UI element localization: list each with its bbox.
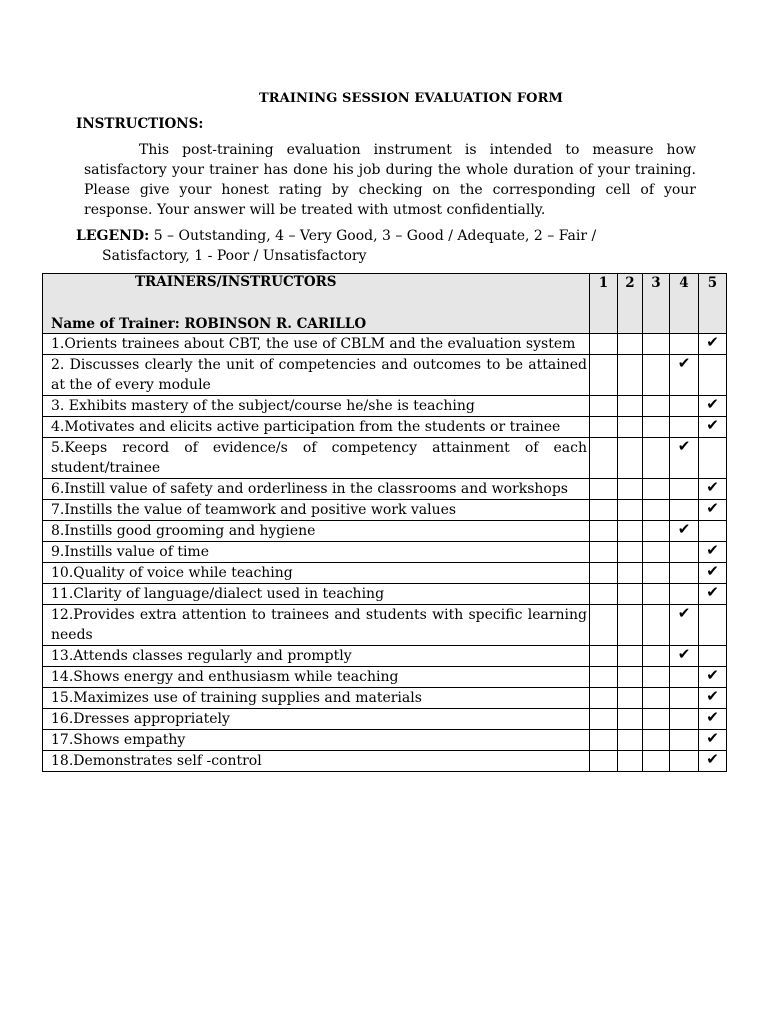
rating-cell-1[interactable] — [590, 563, 618, 584]
rating-header-1: 1 — [590, 274, 618, 334]
rating-cell-5[interactable] — [699, 709, 727, 730]
check-mark-icon: ✔ — [706, 333, 719, 351]
rating-cell-4[interactable] — [670, 334, 699, 355]
rating-cell-5[interactable] — [699, 688, 727, 709]
rating-cell-4[interactable] — [670, 730, 699, 751]
instructions-text: This post-training evaluation instrument is intended to measure how satisfactory your trainer has done his job during the whole duration of your training. Please give your honest rating by checking on the corresponding cell of your response. Your answer will be treated with utmost confidentially. — [84, 142, 696, 218]
rating-cell-5[interactable] — [699, 438, 727, 479]
table-row — [43, 396, 727, 417]
legend-text-1: 5 – Outstanding, 4 – Very Good, 3 – Good / Adequate, 2 – Fair / — [153, 228, 597, 244]
rating-cell-5[interactable] — [699, 500, 727, 521]
table-body — [43, 334, 727, 772]
rating-header-5: 5 — [699, 274, 727, 334]
question-text: 9.Instills value of time — [43, 542, 590, 563]
rating-cell-1[interactable] — [590, 688, 618, 709]
rating-cell-1[interactable] — [590, 521, 618, 542]
check-mark-icon: ✔ — [706, 541, 719, 559]
rating-cell-2[interactable] — [618, 584, 643, 605]
question-text: 5.Keeps record of evidence/s of competency attainment of each student/trainee — [43, 438, 590, 479]
rating-cell-2[interactable] — [618, 751, 643, 772]
instructions-label: INSTRUCTIONS: — [76, 116, 204, 132]
rating-cell-2[interactable] — [618, 355, 643, 396]
question-text: 6.Instill value of safety and orderliness in the classrooms and workshops — [43, 479, 590, 500]
rating-cell-5[interactable] — [699, 479, 727, 500]
question-text: 2. Discusses clearly the unit of competencies and outcomes to be attained at the of every module — [43, 355, 590, 396]
rating-cell-2[interactable] — [618, 563, 643, 584]
table-row — [43, 584, 727, 605]
rating-cell-4[interactable] — [670, 417, 699, 438]
table-row — [43, 605, 727, 646]
rating-cell-1[interactable] — [590, 646, 618, 667]
table-header-row — [43, 274, 727, 334]
rating-cell-5[interactable] — [699, 417, 727, 438]
rating-cell-4[interactable] — [670, 584, 699, 605]
rating-cell-5[interactable] — [699, 563, 727, 584]
question-text: 8.Instills good grooming and hygiene — [43, 521, 590, 542]
evaluation-table — [42, 273, 727, 772]
table-row — [43, 438, 727, 479]
check-mark-icon: ✔ — [706, 583, 719, 601]
rating-header-4: 4 — [670, 274, 699, 334]
rating-cell-4[interactable] — [670, 521, 699, 542]
rating-cell-4[interactable] — [670, 751, 699, 772]
rating-cell-5[interactable] — [699, 730, 727, 751]
rating-cell-3[interactable] — [643, 479, 670, 500]
rating-cell-2[interactable] — [618, 334, 643, 355]
rating-cell-1[interactable] — [590, 542, 618, 563]
question-text: 7.Instills the value of teamwork and positive work values — [43, 500, 590, 521]
rating-cell-1[interactable] — [590, 584, 618, 605]
rating-cell-3[interactable] — [643, 500, 670, 521]
check-mark-icon: ✔ — [677, 645, 691, 663]
table-row — [43, 355, 727, 396]
rating-header-2: 2 — [618, 274, 643, 334]
rating-cell-5[interactable] — [699, 667, 727, 688]
table-row — [43, 563, 727, 584]
rating-cell-4[interactable] — [670, 479, 699, 500]
table-row — [43, 334, 727, 355]
check-mark-icon: ✔ — [677, 354, 691, 372]
rating-cell-2[interactable] — [618, 646, 643, 667]
check-mark-icon: ✔ — [677, 437, 691, 455]
rating-cell-4[interactable] — [670, 709, 699, 730]
table-row — [43, 417, 727, 438]
question-text: 4.Motivates and elicits active participation from the students or trainee — [43, 417, 590, 438]
header-cell — [43, 274, 590, 334]
rating-cell-1[interactable] — [590, 751, 618, 772]
rating-cell-1[interactable] — [590, 396, 618, 417]
rating-cell-3[interactable] — [643, 646, 670, 667]
rating-cell-4[interactable] — [670, 396, 699, 417]
rating-cell-4[interactable] — [670, 605, 699, 646]
question-text: 10.Quality of voice while teaching — [43, 563, 590, 584]
rating-cell-1[interactable] — [590, 605, 618, 646]
rating-cell-3[interactable] — [643, 438, 670, 479]
rating-cell-3[interactable] — [643, 730, 670, 751]
check-mark-icon: ✔ — [706, 499, 719, 517]
rating-cell-2[interactable] — [618, 479, 643, 500]
check-mark-icon: ✔ — [706, 750, 719, 768]
rating-cell-1[interactable] — [590, 709, 618, 730]
rating-cell-5[interactable] — [699, 605, 727, 646]
check-mark-icon: ✔ — [706, 562, 719, 580]
rating-cell-2[interactable] — [618, 688, 643, 709]
rating-cell-5[interactable] — [699, 334, 727, 355]
rating-cell-3[interactable] — [643, 605, 670, 646]
trainer-name: Name of Trainer: ROBINSON R. CARILLO — [51, 316, 367, 332]
legend-label: LEGEND: — [76, 228, 150, 244]
check-mark-icon: ✔ — [706, 729, 719, 747]
rating-cell-1[interactable] — [590, 479, 618, 500]
form-title: TRAINING SESSION EVALUATION FORM — [259, 91, 563, 106]
rating-cell-5[interactable] — [699, 521, 727, 542]
check-mark-icon: ✔ — [677, 520, 691, 538]
rating-cell-5[interactable] — [699, 542, 727, 563]
rating-cell-4[interactable] — [670, 563, 699, 584]
rating-cell-2[interactable] — [618, 667, 643, 688]
rating-cell-2[interactable] — [618, 542, 643, 563]
table-row — [43, 751, 727, 772]
rating-cell-2[interactable] — [618, 709, 643, 730]
rating-cell-5[interactable] — [699, 646, 727, 667]
check-mark-icon: ✔ — [706, 666, 719, 684]
rating-cell-1[interactable] — [590, 417, 618, 438]
table-row — [43, 646, 727, 667]
table-row — [43, 542, 727, 563]
rating-cell-3[interactable] — [643, 396, 670, 417]
rating-cell-3[interactable] — [643, 563, 670, 584]
rating-cell-5[interactable] — [699, 751, 727, 772]
rating-cell-5[interactable] — [699, 584, 727, 605]
rating-cell-4[interactable] — [670, 500, 699, 521]
rating-header-3: 3 — [643, 274, 670, 334]
rating-cell-1[interactable] — [590, 438, 618, 479]
table-row — [43, 479, 727, 500]
rating-cell-4[interactable] — [670, 355, 699, 396]
rating-cell-3[interactable] — [643, 334, 670, 355]
rating-cell-2[interactable] — [618, 521, 643, 542]
rating-cell-3[interactable] — [643, 667, 670, 688]
header-title: TRAINERS/INSTRUCTORS — [135, 274, 337, 290]
table-row — [43, 667, 727, 688]
rating-cell-3[interactable] — [643, 584, 670, 605]
rating-cell-4[interactable] — [670, 667, 699, 688]
rating-cell-4[interactable] — [670, 542, 699, 563]
rating-cell-5[interactable] — [699, 396, 727, 417]
rating-cell-1[interactable] — [590, 355, 618, 396]
table-row — [43, 730, 727, 751]
rating-cell-4[interactable] — [670, 688, 699, 709]
rating-cell-1[interactable] — [590, 667, 618, 688]
rating-cell-2[interactable] — [618, 417, 643, 438]
check-mark-icon: ✔ — [706, 416, 719, 434]
question-text: 14.Shows energy and enthusiasm while teaching — [43, 667, 590, 688]
rating-cell-3[interactable] — [643, 542, 670, 563]
check-mark-icon: ✔ — [706, 708, 719, 726]
question-text: 3. Exhibits mastery of the subject/course he/she is teaching — [43, 396, 590, 417]
question-text: 1.Orients trainees about CBT, the use of CBLM and the evaluation system — [43, 334, 590, 355]
question-text: 17.Shows empathy — [43, 730, 590, 751]
rating-cell-3[interactable] — [643, 355, 670, 396]
legend-line-1 — [76, 226, 696, 246]
rating-cell-4[interactable] — [670, 438, 699, 479]
check-mark-icon: ✔ — [677, 604, 691, 622]
question-text: 11.Clarity of language/dialect used in teaching — [43, 584, 590, 605]
question-text: 13.Attends classes regularly and promptly — [43, 646, 590, 667]
rating-cell-2[interactable] — [618, 438, 643, 479]
legend-line-2: Satisfactory, 1 - Poor / Unsatisfactory — [102, 248, 367, 264]
legend — [76, 226, 696, 266]
rating-cell-3[interactable] — [643, 688, 670, 709]
question-text: 15.Maximizes use of training supplies and materials — [43, 688, 590, 709]
table-row — [43, 709, 727, 730]
rating-cell-3[interactable] — [643, 709, 670, 730]
check-mark-icon: ✔ — [706, 687, 719, 705]
rating-cell-3[interactable] — [643, 751, 670, 772]
rating-cell-2[interactable] — [618, 500, 643, 521]
table-row — [43, 500, 727, 521]
table-row — [43, 521, 727, 542]
rating-cell-5[interactable] — [699, 355, 727, 396]
rating-cell-3[interactable] — [643, 521, 670, 542]
check-mark-icon: ✔ — [706, 478, 719, 496]
rating-cell-3[interactable] — [643, 417, 670, 438]
rating-cell-2[interactable] — [618, 730, 643, 751]
rating-cell-1[interactable] — [590, 500, 618, 521]
table-row — [43, 688, 727, 709]
question-text: 16.Dresses appropriately — [43, 709, 590, 730]
question-text: 18.Demonstrates self -control — [43, 751, 590, 772]
rating-cell-1[interactable] — [590, 730, 618, 751]
check-mark-icon: ✔ — [706, 395, 719, 413]
question-text: 12.Provides extra attention to trainees and students with specific learning needs — [43, 605, 590, 646]
rating-cell-2[interactable] — [618, 396, 643, 417]
rating-cell-2[interactable] — [618, 605, 643, 646]
rating-cell-1[interactable] — [590, 334, 618, 355]
rating-cell-4[interactable] — [670, 646, 699, 667]
